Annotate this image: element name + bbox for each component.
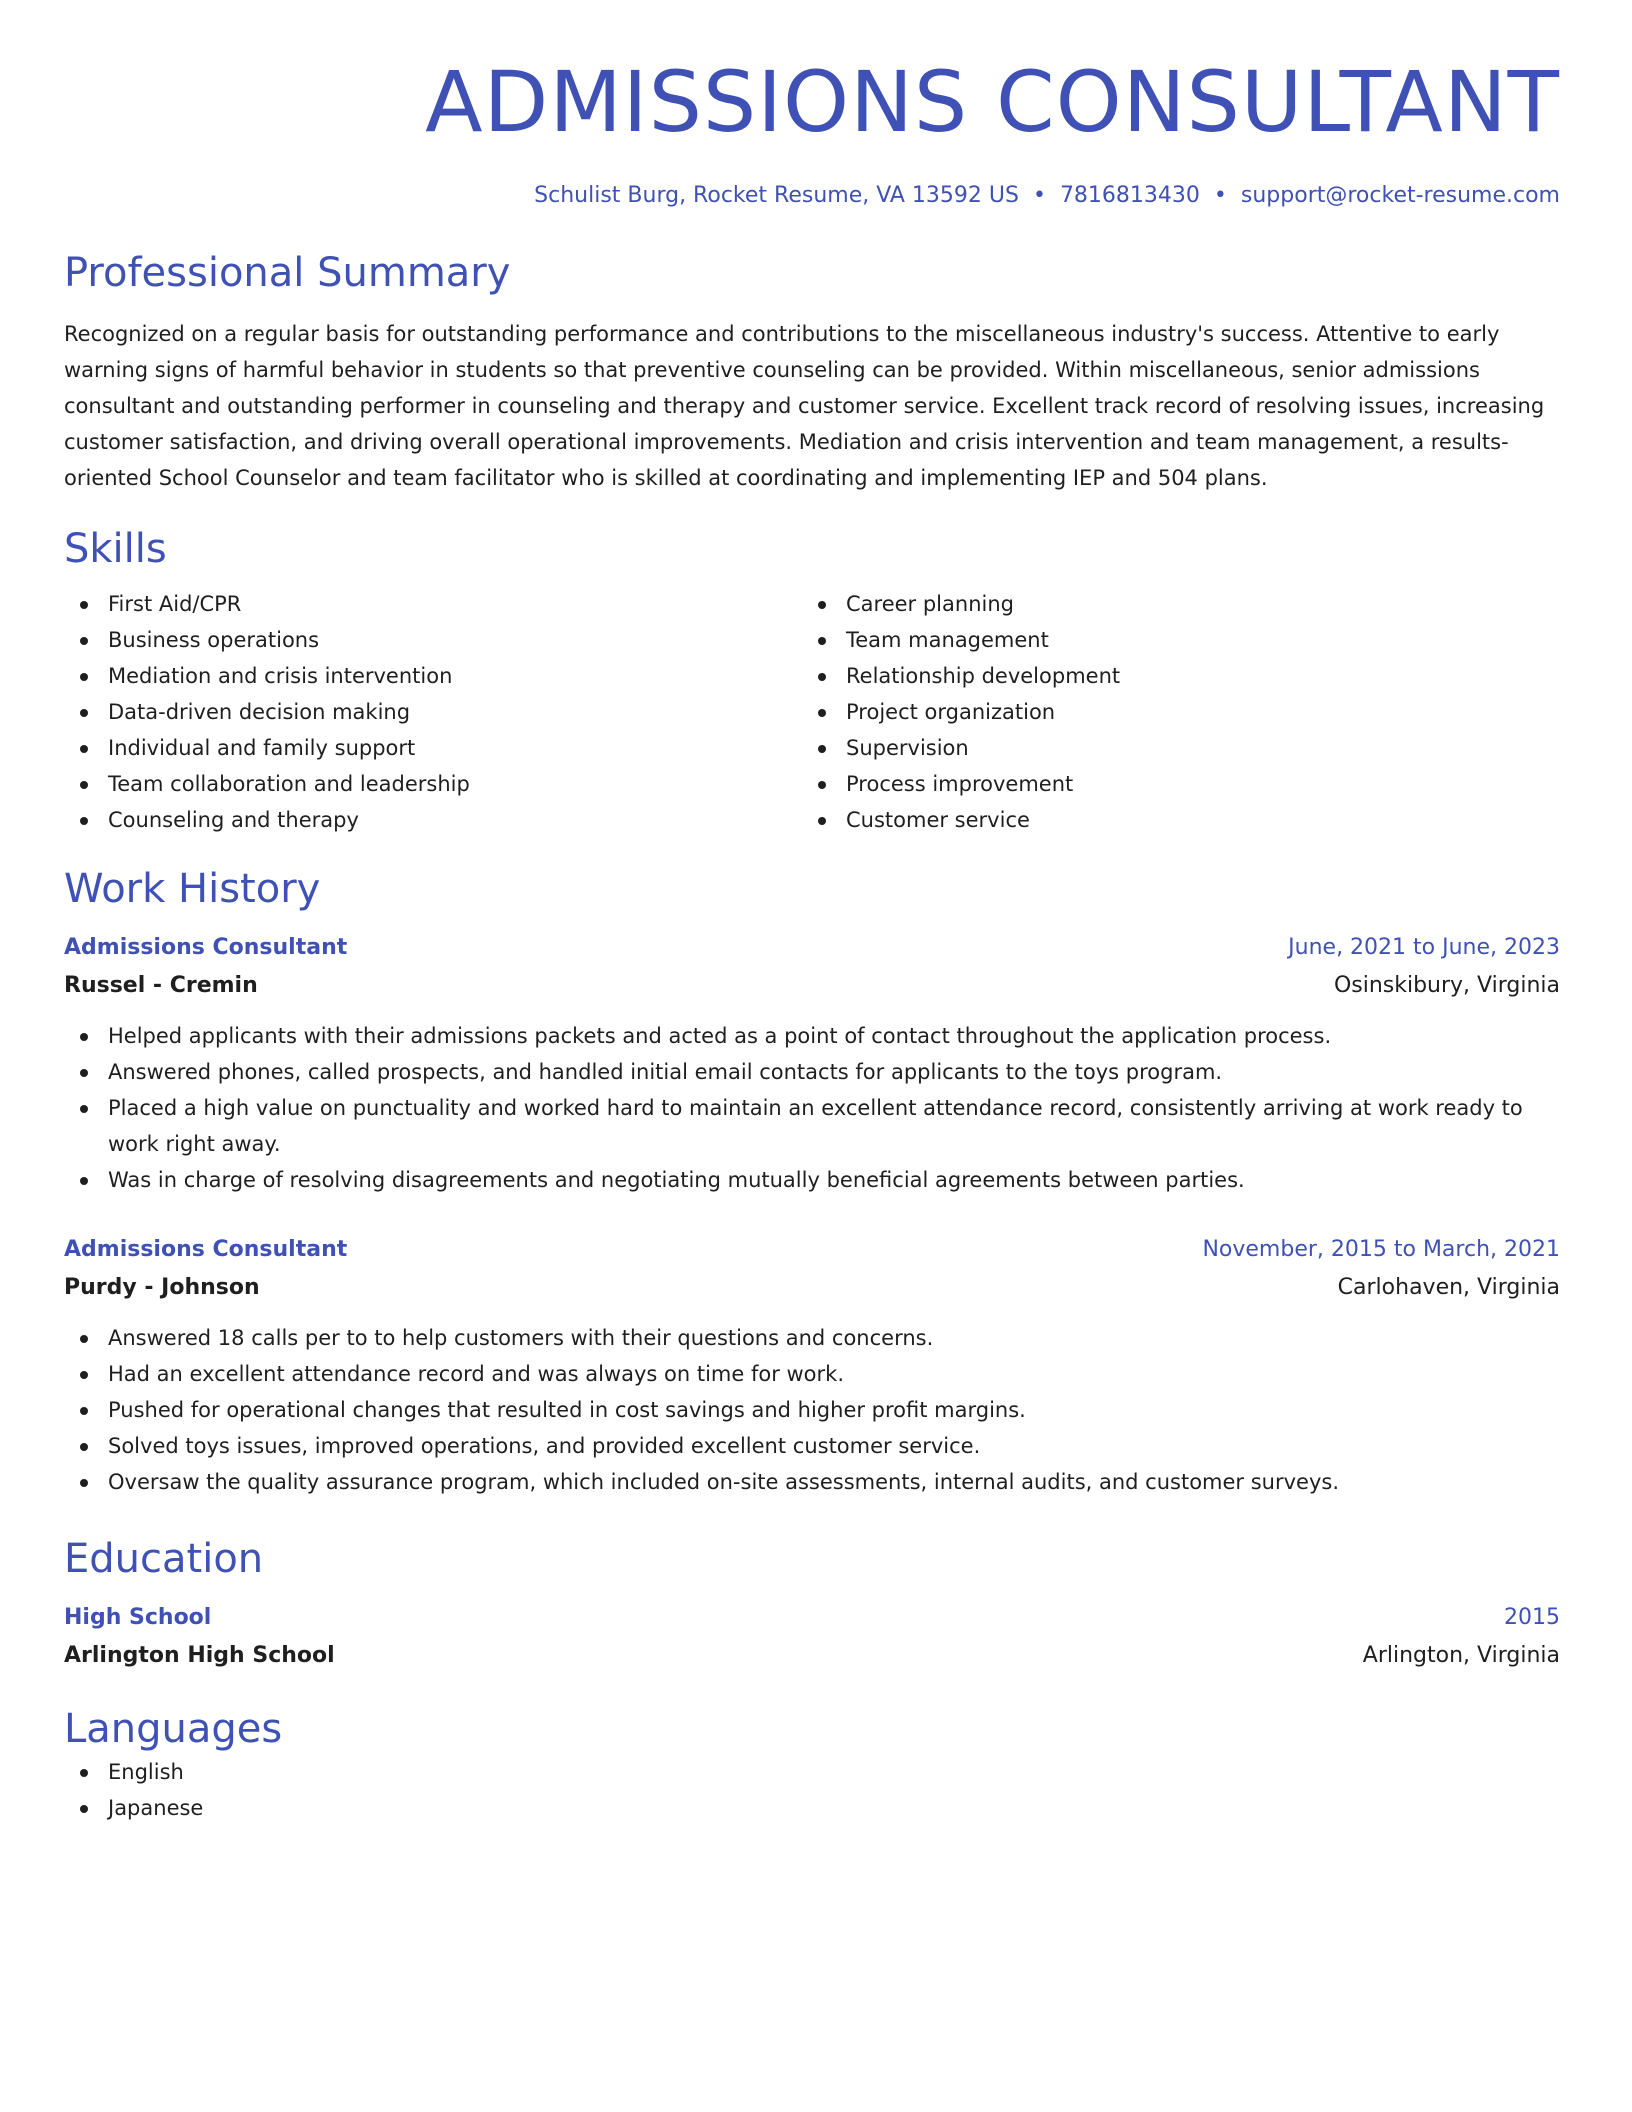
job-dates: June, 2021 to June, 2023: [1288, 935, 1560, 960]
resume-page: [64, 54, 1560, 1826]
skill-item: Team collaboration and leadership: [64, 766, 802, 802]
skill-item: First Aid/CPR: [64, 586, 802, 622]
work-history-heading: Work History: [64, 866, 321, 912]
skill-item: Career planning: [802, 586, 1540, 622]
job-duties: [64, 1018, 1560, 1198]
job-entry: [64, 930, 1560, 1198]
job-dates: November, 2015 to March, 2021: [1202, 1237, 1560, 1262]
education-entry: [64, 1600, 1560, 1676]
education-location: Arlington, Virginia: [1362, 1643, 1560, 1668]
job-company: Russel - Cremin: [64, 973, 258, 998]
job-duty-item: Helped applicants with their admissions packets and acted as a point of contact throughout the application process.: [64, 1018, 1560, 1054]
job-location: Osinskibury, Virginia: [1333, 973, 1560, 998]
languages-list: [64, 1754, 1560, 1826]
job-company: Purdy - Johnson: [64, 1275, 260, 1300]
skill-item: Individual and family support: [64, 730, 802, 766]
skill-item: Relationship development: [802, 658, 1540, 694]
contact-separator: •: [1213, 183, 1227, 208]
skill-item: Project organization: [802, 694, 1540, 730]
job-duty-item: Was in charge of resolving disagreements and negotiating mutually beneficial agreements between parties.: [64, 1162, 1560, 1198]
job-duty-item: Pushed for operational changes that resulted in cost savings and higher profit margins.: [64, 1392, 1560, 1428]
summary-heading: Professional Summary: [64, 250, 511, 296]
education-year: 2015: [1504, 1605, 1560, 1630]
contact-line: [64, 180, 1560, 212]
contact-separator: •: [1032, 183, 1046, 208]
job-duty-item: Placed a high value on punctuality and worked hard to maintain an excellent attendance record, consistently arriving at work ready to work right away.: [64, 1090, 1560, 1162]
skills-column-left: [64, 586, 802, 838]
job-duty-item: Oversaw the quality assurance program, which included on-site assessments, internal audits, and customer surveys.: [64, 1464, 1560, 1500]
job-duty-item: Answered phones, called prospects, and handled initial email contacts for applicants to the toys program.: [64, 1054, 1560, 1090]
skill-item: Mediation and crisis intervention: [64, 658, 802, 694]
skill-item: Counseling and therapy: [64, 802, 802, 838]
job-duty-item: Answered 18 calls per to to help customers with their questions and concerns.: [64, 1320, 1560, 1356]
languages-heading: Languages: [64, 1706, 283, 1752]
job-title: Admissions Consultant: [64, 935, 348, 960]
education-heading: Education: [64, 1536, 264, 1582]
job-location: Carlohaven, Virginia: [1337, 1275, 1560, 1300]
education-degree: High School: [64, 1605, 212, 1630]
job-title: Admissions Consultant: [64, 1237, 348, 1262]
summary-text: Recognized on a regular basis for outstanding performance and contributions to the miscellaneous industry's success. Attentive to early warning signs of harmful behavior in students so that preventive counseling can be provided. Within miscellaneous, senior admissions consultant and outstanding performer in counseling and therapy and customer service. Excellent track record of resolving issues, increasing customer satisfaction, and driving overall operational improvements. Mediation and crisis intervention and team management, a results-oriented School Counselor and team facilitator who is skilled at coordinating and implementing IEP and 504 plans.: [64, 322, 1545, 490]
skill-item: Business operations: [64, 622, 802, 658]
skill-item: Customer service: [802, 802, 1540, 838]
education-school: Arlington High School: [64, 1643, 335, 1668]
job-entry: [64, 1232, 1560, 1500]
contact-phone: 7816813430: [1059, 183, 1200, 208]
contact-email: support@rocket-resume.com: [1240, 183, 1560, 208]
skill-item: Supervision: [802, 730, 1540, 766]
skill-item: Team management: [802, 622, 1540, 658]
skill-item: Process improvement: [802, 766, 1540, 802]
job-duty-item: Had an excellent attendance record and was always on time for work.: [64, 1356, 1560, 1392]
language-item: Japanese: [64, 1790, 1560, 1826]
skill-item: Data-driven decision making: [64, 694, 802, 730]
resume-name: ADMISSIONS CONSULTANT: [425, 53, 1560, 151]
skills-column-right: [802, 586, 1540, 838]
job-duty-item: Solved toys issues, improved operations, and provided excellent customer service.: [64, 1428, 1560, 1464]
skills-list: [64, 586, 1560, 838]
contact-address: Schulist Burg, Rocket Resume, VA 13592 US: [534, 183, 1019, 208]
skills-heading: Skills: [64, 526, 167, 572]
language-item: English: [64, 1754, 1560, 1790]
job-duties: [64, 1320, 1560, 1500]
